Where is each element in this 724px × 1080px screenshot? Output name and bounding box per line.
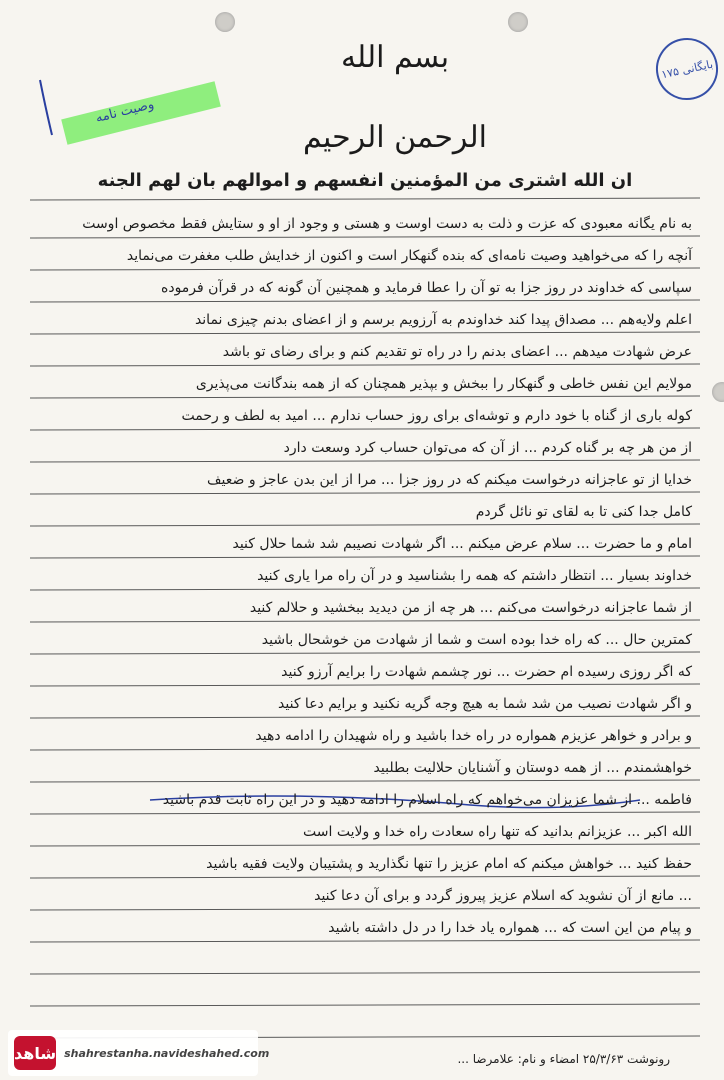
text-line: فاطمه ... از شما عزیزان می‌خواهم که راه اسلام را ادامه دهید و در این راه ثابت قدم باشید: [162, 792, 692, 808]
quran-verse: ان الله اشتری من المؤمنین انفسهم و اموالهم بان لهم الجنه: [97, 170, 633, 191]
text-line: حفظ کنید ... خواهش میکنم که امام عزیز را تنها نگذارید و پشتیبان ولایت فقیه باشید: [206, 856, 692, 872]
signature-footer: رونوشت ۲۵/۳/۶۳ امضاء و نام: علامرضا ...: [457, 1052, 670, 1066]
text-line: که اگر روزی رسیده ام حضرت ... نور چشمم شهادت را برایم آرزو کنید: [281, 664, 692, 680]
text-line: امام و ما حضرت ... سلام عرض میکنم ... اگر شهادت نصیبم شد شما حلال کنید: [232, 536, 692, 552]
text-line: آنچه را که می‌خواهید وصیت نامه‌ای که بنده گنهکار است و اکنون از خدایش طلب مغفرت می‌نماید: [126, 248, 692, 264]
text-line: و پیام من این است که ... همواره یاد خدا را در دل داشته باشید: [328, 920, 692, 936]
watermark-url: shahrestanha.navideshahed.com: [64, 1046, 270, 1060]
watermark: [8, 1030, 270, 1076]
text-line: از من هر چه بر گناه کردم ... از آن که می‌توان حساب کرد وسعت دارد: [283, 440, 692, 456]
basmala-heading: بسم الله الرحمن الرحیم: [303, 40, 487, 155]
will-body-text: [20, 210, 710, 946]
text-line: و اگر شهادت نصیب من شد شما به هیچ وجه گریه نکنید و برایم دعا کنید: [278, 696, 692, 712]
text-line: کوله باری از گناه با خود دارم و توشه‌ای برای روز حساب ندارم ... امید به لطف و رحمت: [181, 408, 692, 424]
shahed-logo-icon: شاهد: [14, 1036, 56, 1070]
text-line: کمترین حال ... که راه خدا بوده است و شما از شهادت من خوشحال باشید: [261, 632, 692, 648]
text-line: اعلم ولایه‌هم ... مصداق پیدا کند خداوندم به آرزویم برسم و از اعضای بدنم چیزی نماند: [194, 312, 692, 328]
text-line: از شما عاجزانه درخواست می‌کنم ... هر چه از من دیدید ببخشید و حلالم کنید: [249, 600, 692, 616]
text-line: سپاسی که خداوند در روز جزا به تو آن را عطا فرماید و همچنین آن گونه که در قرآن فرموده: [161, 280, 692, 296]
archive-stamp: بایگانی ۱۷۵: [650, 32, 724, 106]
text-line: الله اکبر ... عزیزانم بدانید که تنها راه سعادت راه خدا و ولایت است: [303, 824, 692, 840]
text-line: کامل جدا کنی تا به لقای تو نائل گردم: [475, 504, 692, 520]
text-line: ... مانع از آن نشوید که اسلام عزیز پیروز گردد و برای آن دعا کنید: [314, 888, 692, 904]
text-line: خدایا از تو عاجزانه درخواست میکنم که در روز جزا ... مرا از این بدن عاجز و ضعیف: [207, 472, 692, 488]
text-line: عرض شهادت میدهم ... اعضای بدنم را در راه تو تقدیم کنم و برای رضای تو باشد: [222, 344, 692, 360]
text-line: و برادر و خواهر عزیزم همواره در راه خدا باشید و راه شهیدان را ادامه دهید: [255, 728, 692, 744]
text-line: به نام یگانه معبودی که عزت و ذلت به دست اوست و هستی و وجود از او و ستایش فقط مخصوص اوست: [82, 216, 692, 232]
text-line: مولایم این نفس خاطی و گنهکار را ببخش و بپذیر همچنان که از همه بندگانت می‌پذیری: [195, 376, 692, 392]
text-line: خواهشمندم ... از همه دوستان و آشنایان حلالیت بطلبید: [373, 760, 692, 776]
highlight-note: وصیت نامه: [94, 97, 156, 126]
text-line: خداوند بسیار ... انتظار داشتم که همه را بشناسید و در آن راه مرا یاری کنید: [257, 568, 692, 584]
